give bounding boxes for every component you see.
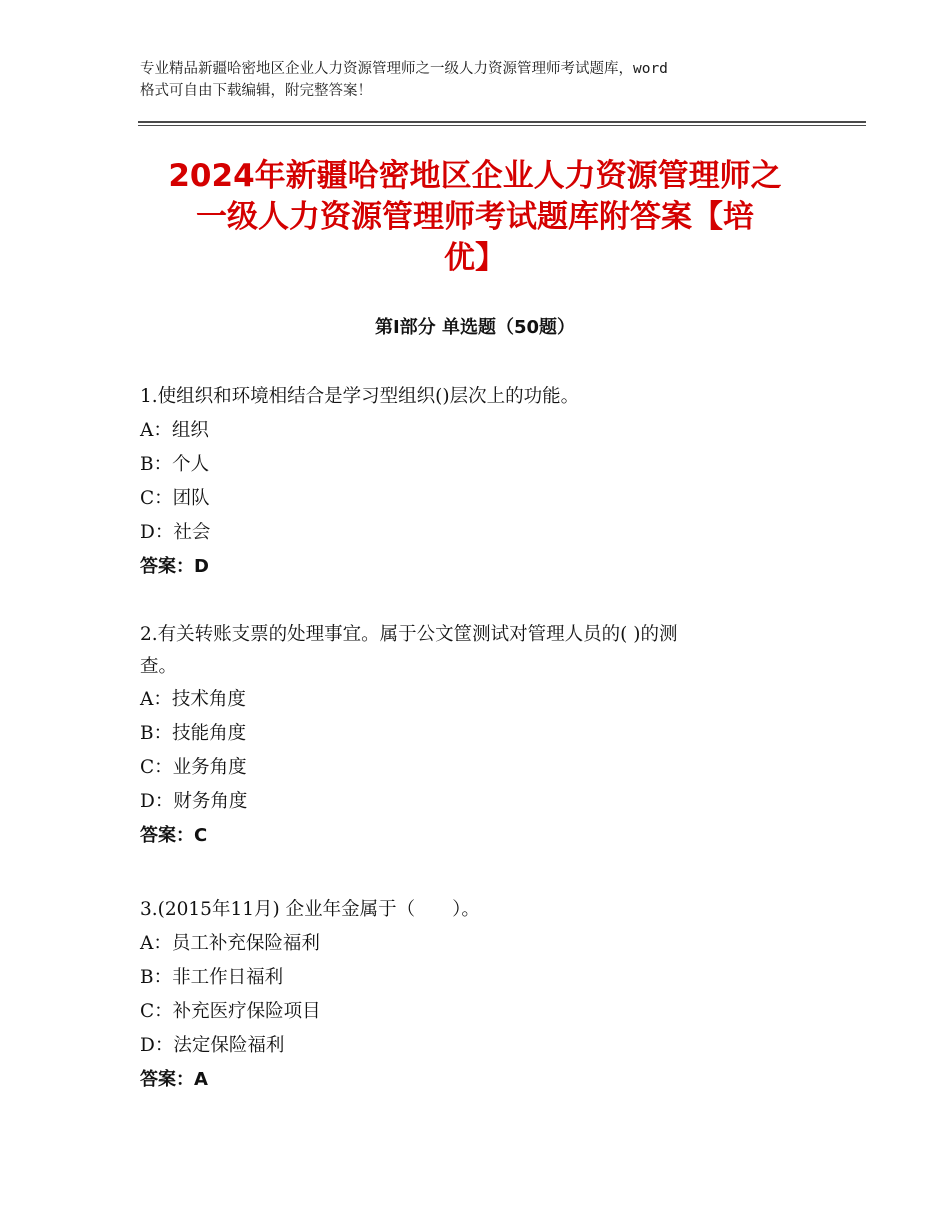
- question-3-option-a: A：员工补充保险福利: [140, 933, 320, 954]
- question-1-option-c: C：团队: [140, 488, 210, 509]
- question-3: [140, 893, 810, 1097]
- document-title-line-3: 优】: [444, 240, 506, 276]
- question-2-option-b: B：技能角度: [140, 723, 247, 744]
- question-1-answer: 答案：D: [140, 556, 209, 577]
- question-1-stem: 1.使组织和环境相结合是学习型组织()层次上的功能。: [140, 386, 580, 407]
- section-title: 第Ⅰ部分 单选题（50题）: [374, 317, 575, 338]
- question-1: [140, 380, 810, 584]
- question-3-answer: 答案：A: [140, 1069, 208, 1090]
- header-rule-thick: [138, 121, 866, 123]
- question-3-option-b: B：非工作日福利: [140, 967, 284, 988]
- header-note: [140, 58, 830, 102]
- question-3-option-c: C：补充医疗保险项目: [140, 1001, 321, 1022]
- question-2-option-c: C：业务角度: [140, 757, 247, 778]
- question-2-stem-line-1: 2.有关转账支票的处理事宜。属于公文筐测试对管理人员的( )的测: [140, 624, 678, 645]
- question-1-option-d: D：社会: [140, 522, 211, 543]
- header-note-line-1: 专业精品新疆哈密地区企业人力资源管理师之一级人力资源管理师考试题库，word: [140, 61, 668, 77]
- header-rule-thin: [138, 125, 866, 126]
- question-1-option-b: B：个人: [140, 454, 210, 475]
- document-title-line-2: 一级人力资源管理师考试题库附答案【培: [196, 199, 754, 235]
- document-title: [130, 156, 820, 279]
- question-2-option-a: A：技术角度: [140, 689, 246, 710]
- document-title-line-1: 2024年新疆哈密地区企业人力资源管理师之: [168, 158, 782, 194]
- question-1-option-a: A：组织: [140, 420, 209, 441]
- question-3-stem: 3.(2015年11月) 企业年金属于（ ）。: [140, 899, 480, 920]
- question-2-stem-line-2: 查。: [140, 656, 178, 677]
- question-2-option-d: D：财务角度: [140, 791, 248, 812]
- question-2: [140, 619, 810, 853]
- question-3-option-d: D：法定保险福利: [140, 1035, 285, 1056]
- question-2-answer: 答案：C: [140, 825, 208, 846]
- header-note-line-2: 格式可自由下载编辑，附完整答案！: [140, 83, 372, 99]
